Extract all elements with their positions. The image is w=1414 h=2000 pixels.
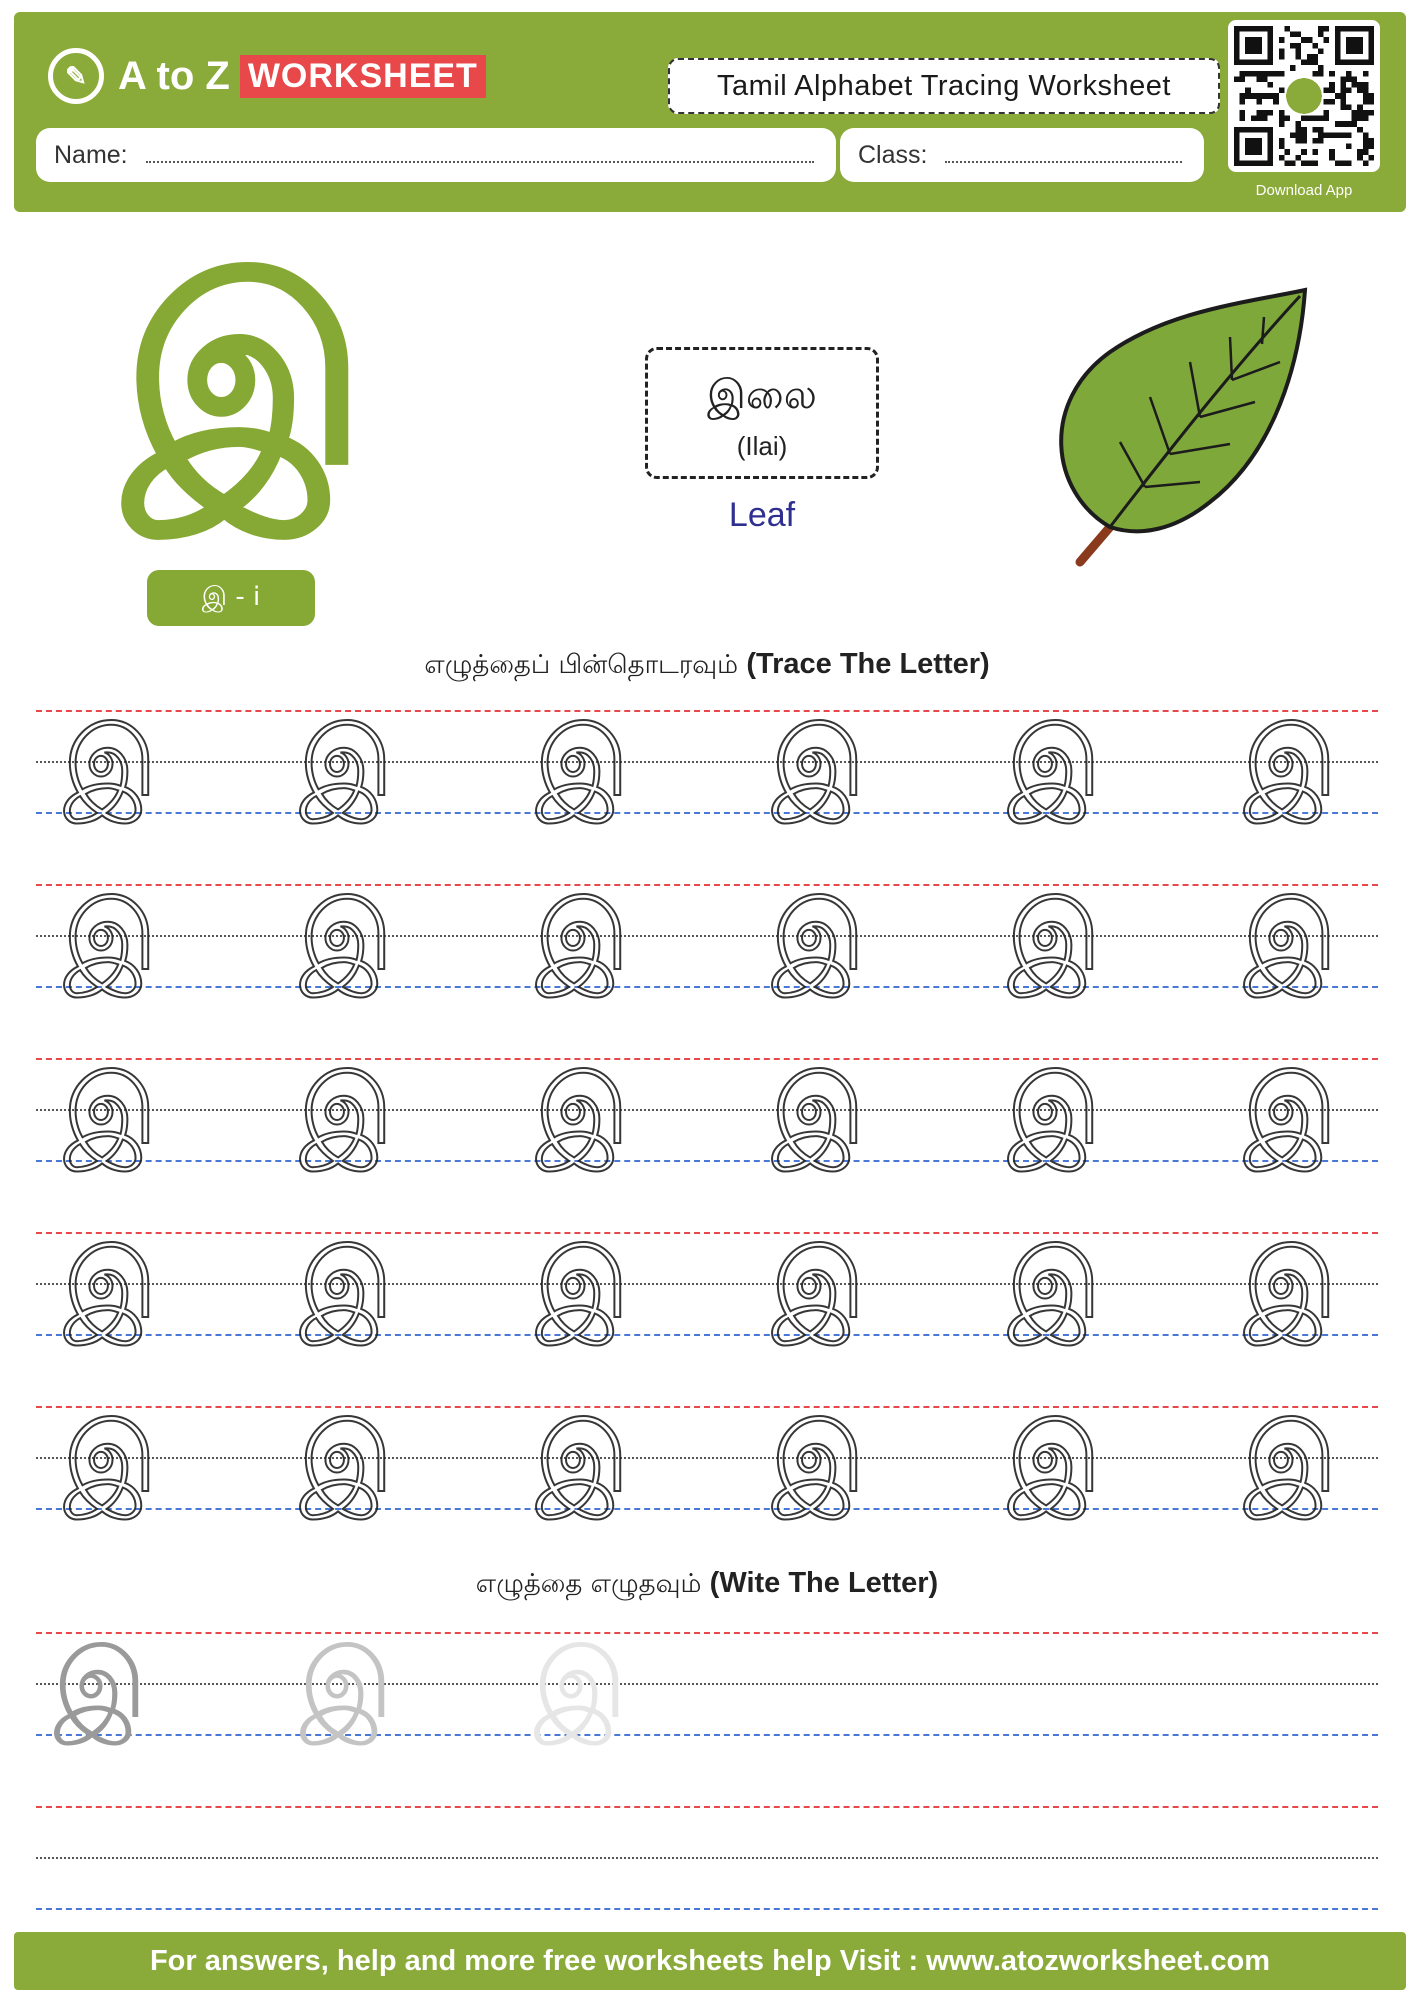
brand-logo — [48, 48, 486, 104]
trace-row-1-blue-guide — [36, 812, 1378, 814]
trace-row-2-blue-guide — [36, 986, 1378, 988]
write-row-2-blue-guide — [36, 1908, 1378, 1910]
trace-letter[interactable]: இ — [63, 880, 157, 992]
trace-letter[interactable]: இ — [771, 1228, 865, 1340]
write-row-1-midline — [36, 1683, 1378, 1685]
class-field[interactable] — [840, 128, 1204, 182]
trace-letter[interactable]: இ — [1243, 1228, 1337, 1340]
write-row-1-red-guide — [36, 1632, 1378, 1634]
brand-name: A to Z — [118, 53, 230, 98]
trace-title-tamil: எழுத்தைப் பின்தொடரவும் — [424, 650, 739, 680]
name-label: Name: — [54, 140, 128, 169]
trace-letter[interactable]: இ — [1007, 1402, 1101, 1514]
trace-letter[interactable]: இ — [535, 880, 629, 992]
faded-model-letter: இ — [533, 1628, 627, 1740]
trace-letter[interactable]: இ — [1243, 1402, 1337, 1514]
trace-letter[interactable]: இ — [299, 1402, 393, 1514]
trace-letter[interactable]: இ — [771, 1402, 865, 1514]
trace-row-5-red-guide — [36, 1406, 1378, 1408]
trace-row-3-midline — [36, 1109, 1378, 1111]
class-line — [945, 161, 1182, 163]
example-word-transliteration: (Ilai) — [736, 431, 788, 461]
trace-row-3-blue-guide — [36, 1160, 1378, 1162]
trace-row-2-midline — [36, 935, 1378, 937]
trace-letter[interactable]: இ — [299, 706, 393, 818]
trace-letter[interactable]: இ — [1007, 1228, 1101, 1340]
write-row-2-red-guide — [36, 1806, 1378, 1808]
trace-letter[interactable]: இ — [771, 1054, 865, 1166]
trace-letter[interactable]: இ — [63, 1054, 157, 1166]
download-app-label: Download App — [1255, 182, 1353, 199]
trace-letter[interactable]: இ — [535, 1054, 629, 1166]
trace-letter[interactable]: இ — [299, 880, 393, 992]
write-title-english: (Wite The Letter) — [709, 1567, 939, 1599]
write-row-1-blue-guide — [36, 1734, 1378, 1736]
trace-row-4-midline — [36, 1283, 1378, 1285]
trace-letter[interactable]: இ — [1243, 1054, 1337, 1166]
trace-letter[interactable]: இ — [1243, 706, 1337, 818]
trace-title-english: (Trace The Letter) — [746, 648, 990, 680]
name-field[interactable] — [36, 128, 836, 182]
leaf-icon — [1050, 282, 1310, 572]
trace-letter[interactable]: இ — [771, 880, 865, 992]
trace-letter[interactable]: இ — [771, 706, 865, 818]
pencil-logo-icon: ✎ — [48, 48, 104, 104]
trace-letter[interactable]: இ — [1007, 880, 1101, 992]
example-word-box — [645, 347, 879, 479]
write-section-title — [0, 1567, 1414, 1602]
trace-row-2-red-guide — [36, 884, 1378, 886]
letter-pronunciation-badge: இ - i — [147, 570, 315, 626]
class-label: Class: — [858, 140, 928, 169]
trace-row-1-midline — [36, 761, 1378, 763]
example-word-tamil: இலை — [707, 372, 817, 418]
write-row-2-midline — [36, 1857, 1378, 1859]
trace-row-4-blue-guide — [36, 1334, 1378, 1336]
name-line — [146, 161, 814, 163]
trace-letter[interactable]: இ — [1007, 1054, 1101, 1166]
trace-letter[interactable]: இ — [63, 706, 157, 818]
trace-letter[interactable]: இ — [299, 1228, 393, 1340]
write-title-tamil: எழுத்தை எழுதவும் — [475, 1569, 702, 1599]
trace-section-title — [0, 648, 1414, 683]
trace-row-4-red-guide — [36, 1232, 1378, 1234]
trace-letter[interactable]: இ — [63, 1228, 157, 1340]
trace-letter[interactable]: இ — [63, 1402, 157, 1514]
example-word-english: Leaf — [728, 496, 796, 534]
trace-row-3-red-guide — [36, 1058, 1378, 1060]
trace-letter[interactable]: இ — [535, 1402, 629, 1514]
trace-row-5-midline — [36, 1457, 1378, 1459]
qr-code-icon[interactable] — [1228, 20, 1380, 172]
trace-letter[interactable]: இ — [535, 706, 629, 818]
trace-letter[interactable]: இ — [535, 1228, 629, 1340]
trace-row-5-blue-guide — [36, 1508, 1378, 1510]
worksheet-title: Tamil Alphabet Tracing Worksheet — [668, 58, 1220, 114]
featured-letter: இ — [123, 229, 367, 520]
header-bar — [14, 12, 1406, 212]
footer-banner[interactable]: For answers, help and more free worksheets help Visit : www.atozworksheet.com — [14, 1932, 1406, 1990]
trace-letter[interactable]: இ — [299, 1054, 393, 1166]
trace-row-1-red-guide — [36, 710, 1378, 712]
trace-letter[interactable]: இ — [1243, 880, 1337, 992]
faded-model-letter: இ — [299, 1628, 393, 1740]
faded-model-letter: இ — [53, 1628, 147, 1740]
brand-tag: WORKSHEET — [240, 55, 486, 98]
trace-letter[interactable]: இ — [1007, 706, 1101, 818]
